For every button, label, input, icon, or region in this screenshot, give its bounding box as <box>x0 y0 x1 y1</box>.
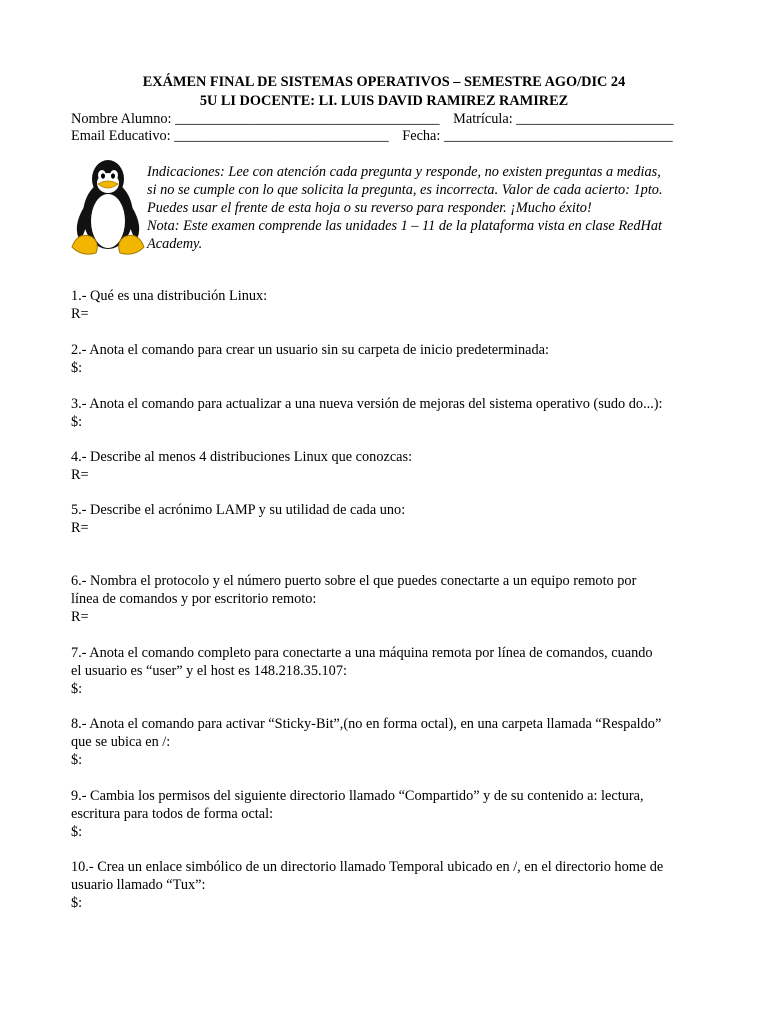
student-name-label: Nombre Alumno: <box>71 111 172 127</box>
answer-prompt[interactable]: $: <box>71 824 83 840</box>
question-6 <box>71 572 701 626</box>
question-text: 1.- Qué es una distribución Linux: <box>71 288 268 304</box>
question-2 <box>71 341 701 377</box>
date-label: Fecha: <box>402 128 441 144</box>
instructions-line: Indicaciones: Lee con atención cada pregunta y responde, no existen preguntas a medias, <box>147 164 661 180</box>
student-name-row <box>71 110 697 128</box>
instructions-line: Puedes usar el frente de esta hoja o su reverso para responder. ¡Mucho éxito! <box>147 200 592 216</box>
answer-prompt[interactable]: $: <box>71 414 83 430</box>
answer-prompt[interactable]: $: <box>71 752 83 768</box>
question-3 <box>71 395 701 431</box>
question-text: 5.- Describe el acrónimo LAMP y su utilidad de cada uno: <box>71 502 406 518</box>
question-4 <box>71 448 701 484</box>
date-blank[interactable]: ________________________________ <box>443 128 673 144</box>
instructions-block <box>147 163 707 253</box>
answer-prompt[interactable]: R= <box>71 609 89 625</box>
answer-prompt[interactable]: $: <box>71 360 83 376</box>
question-text: 9.- Cambia los permisos del siguiente directorio llamado “Compartido” y de su contenido a: lectura, <box>71 788 644 804</box>
question-text: el usuario es “user” y el host es 148.218.35.107: <box>71 663 347 679</box>
tux-penguin-icon <box>68 157 148 257</box>
instructions-line: si no se cumple con lo que solicita la pregunta, es incorrecta. Valor de cada acierto: 1pto. <box>147 182 663 198</box>
answer-prompt[interactable]: R= <box>71 467 89 483</box>
question-text: escritura para todos de forma octal: <box>71 806 274 822</box>
exam-title: EXÁMEN FINAL DE SISTEMAS OPERATIVOS – SEMESTRE AGO/DIC 24 <box>142 74 626 90</box>
answer-prompt[interactable]: R= <box>71 520 89 536</box>
question-text: 6.- Nombra el protocolo y el número puerto sobre el que puedes conectarte a un equipo remoto por <box>71 573 637 589</box>
question-text: usuario llamado “Tux”: <box>71 877 206 893</box>
email-row <box>71 127 697 145</box>
question-text: 2.- Anota el comando para crear un usuario sin su carpeta de inicio predeterminada: <box>71 342 549 358</box>
question-7 <box>71 644 701 698</box>
email-blank[interactable]: ______________________________ <box>174 128 389 144</box>
matricula-blank[interactable]: ______________________ <box>516 111 674 127</box>
question-text: 7.- Anota el comando completo para conectarte a una máquina remota por línea de comandos, cuando <box>71 645 653 661</box>
exam-subtitle: 5U LI DOCENTE: LI. LUIS DAVID RAMIREZ RAMIREZ <box>199 93 569 109</box>
question-9 <box>71 787 701 841</box>
matricula-label: Matrícula: <box>453 111 513 127</box>
student-name-blank[interactable]: _____________________________________ <box>175 111 440 127</box>
question-1 <box>71 287 701 323</box>
note-line: Academy. <box>147 236 203 252</box>
question-5 <box>71 501 701 537</box>
note-line: Nota: Este examen comprende las unidades 1 – 11 de la plataforma vista en clase RedHat <box>147 218 662 234</box>
answer-prompt[interactable]: $: <box>71 681 83 697</box>
email-label: Email Educativo: <box>71 128 171 144</box>
question-8 <box>71 715 701 769</box>
answer-prompt[interactable]: R= <box>71 306 89 322</box>
question-text: 4.- Describe al menos 4 distribuciones Linux que conozcas: <box>71 449 413 465</box>
question-10 <box>71 858 701 912</box>
question-text: que se ubica en /: <box>71 734 171 750</box>
question-text: 10.- Crea un enlace simbólico de un directorio llamado Temporal ubicado en /, en el directorio home de <box>71 859 664 875</box>
question-text: 8.- Anota el comando para activar “Sticky-Bit”,(no en forma octal), en una carpeta llamada “Respaldo” <box>71 716 662 732</box>
question-text: 3.- Anota el comando para actualizar a una nueva versión de mejoras del sistema operativo (sudo do...): <box>71 396 663 412</box>
answer-prompt[interactable]: $: <box>71 895 83 911</box>
question-text: línea de comandos y por escritorio remoto: <box>71 591 317 607</box>
